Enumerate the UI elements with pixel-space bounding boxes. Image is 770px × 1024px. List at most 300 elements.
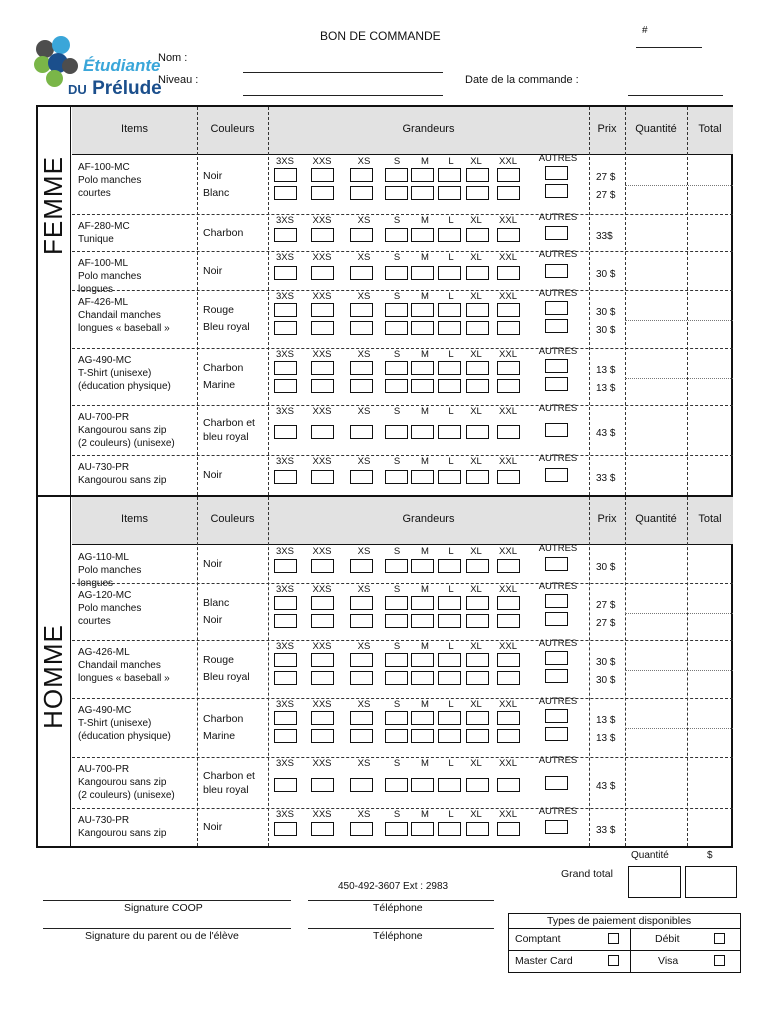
- size-quantity-box[interactable]: [497, 559, 520, 573]
- size-quantity-box[interactable]: [438, 361, 461, 375]
- size-quantity-box[interactable]: [350, 186, 373, 200]
- item-color: Charbon: [203, 226, 244, 239]
- section-label: HOMME: [38, 623, 68, 729]
- size-quantity-box[interactable]: [466, 379, 489, 393]
- order-number-label: #: [642, 25, 648, 36]
- size-quantity-box[interactable]: [466, 822, 489, 836]
- size-quantity-box[interactable]: [497, 168, 520, 182]
- size-quantity-box[interactable]: [274, 711, 297, 725]
- size-quantity-box[interactable]: [311, 671, 334, 685]
- size-quantity-box[interactable]: [311, 228, 334, 242]
- quantity-cell[interactable]: [627, 810, 685, 844]
- size-quantity-box[interactable]: [411, 671, 434, 685]
- quantity-cell[interactable]: [627, 700, 685, 755]
- quantity-cell[interactable]: [627, 642, 685, 696]
- size-quantity-box[interactable]: [274, 596, 297, 610]
- size-label: XXL: [499, 758, 517, 769]
- size-quantity-box[interactable]: [438, 303, 461, 317]
- item-price: 27 $: [596, 172, 616, 183]
- size-quantity-box[interactable]: [274, 729, 297, 743]
- size-label: M: [421, 252, 429, 263]
- header-couleurs: Couleurs: [210, 513, 255, 525]
- size-quantity-box[interactable]: [438, 186, 461, 200]
- size-quantity-box[interactable]: [350, 266, 373, 280]
- total-cell[interactable]: [689, 157, 731, 212]
- size-label: 3XS: [276, 546, 294, 557]
- size-quantity-box[interactable]: [350, 711, 373, 725]
- size-label: XL: [470, 456, 482, 467]
- size-label: XXS: [312, 546, 332, 557]
- size-quantity-box[interactable]: [311, 711, 334, 725]
- size-quantity-box[interactable]: [274, 186, 297, 200]
- size-quantity-box[interactable]: [385, 711, 408, 725]
- size-quantity-box[interactable]: [411, 596, 434, 610]
- size-quantity-box[interactable]: [350, 729, 373, 743]
- grand-total-amount-box[interactable]: [685, 866, 737, 898]
- size-quantity-box[interactable]: [497, 729, 520, 743]
- column-divider: [589, 497, 590, 846]
- autres-label: AUTRES: [538, 288, 578, 299]
- size-quantity-box[interactable]: [466, 266, 489, 280]
- size-label: XXS: [312, 215, 332, 226]
- total-cell[interactable]: [689, 585, 731, 638]
- size-label: XXL: [499, 349, 517, 360]
- autres-quantity-box[interactable]: [545, 166, 568, 180]
- size-quantity-box[interactable]: [274, 379, 297, 393]
- size-quantity-box[interactable]: [466, 186, 489, 200]
- niveau-field[interactable]: [243, 95, 443, 96]
- autres-quantity-box[interactable]: [545, 651, 568, 665]
- size-quantity-box[interactable]: [350, 425, 373, 439]
- size-quantity-box[interactable]: [350, 470, 373, 484]
- size-label: 3XS: [276, 215, 294, 226]
- debit-label: Débit: [655, 933, 680, 945]
- size-label: 3XS: [276, 291, 294, 302]
- total-cell[interactable]: [689, 253, 731, 288]
- size-quantity-box[interactable]: [466, 168, 489, 182]
- size-quantity-box[interactable]: [274, 321, 297, 335]
- size-label: L: [448, 699, 454, 710]
- size-quantity-box[interactable]: [497, 778, 520, 792]
- size-quantity-box[interactable]: [411, 559, 434, 573]
- size-quantity-box[interactable]: [274, 559, 297, 573]
- logo-text-line1: Étudiante: [83, 56, 161, 75]
- size-quantity-box[interactable]: [350, 321, 373, 335]
- size-quantity-box[interactable]: [438, 425, 461, 439]
- grand-total-quantity-box[interactable]: [628, 866, 681, 898]
- size-label: XXS: [312, 456, 332, 467]
- size-quantity-box[interactable]: [311, 266, 334, 280]
- size-quantity-box[interactable]: [311, 596, 334, 610]
- size-quantity-box[interactable]: [497, 822, 520, 836]
- item-color: Noir: [203, 169, 223, 182]
- size-quantity-box[interactable]: [497, 425, 520, 439]
- size-quantity-box[interactable]: [411, 228, 434, 242]
- size-quantity-box[interactable]: [466, 228, 489, 242]
- size-label: L: [448, 252, 454, 263]
- size-quantity-box[interactable]: [350, 168, 373, 182]
- phone-number: 450-492-3607 Ext : 2983: [338, 881, 449, 892]
- size-quantity-box[interactable]: [385, 729, 408, 743]
- size-quantity-box[interactable]: [438, 596, 461, 610]
- size-label: S: [393, 215, 401, 226]
- size-quantity-box[interactable]: [438, 321, 461, 335]
- autres-quantity-box[interactable]: [545, 423, 568, 437]
- item-color: Noir: [203, 558, 223, 570]
- size-quantity-box[interactable]: [385, 778, 408, 792]
- autres-quantity-box[interactable]: [545, 468, 568, 482]
- item-color: Blanc: [203, 186, 230, 199]
- size-label: L: [448, 809, 454, 820]
- order-number-field[interactable]: [636, 47, 702, 48]
- size-quantity-box[interactable]: [311, 778, 334, 792]
- item-color: Noir: [203, 469, 223, 481]
- size-quantity-box[interactable]: [497, 653, 520, 667]
- size-quantity-box[interactable]: [497, 379, 520, 393]
- total-cell[interactable]: [689, 216, 731, 249]
- size-quantity-box[interactable]: [385, 671, 408, 685]
- autres-quantity-box[interactable]: [545, 226, 568, 240]
- size-label: XL: [470, 406, 482, 417]
- size-quantity-box[interactable]: [385, 559, 408, 573]
- autres-quantity-box[interactable]: [545, 776, 568, 790]
- size-quantity-box[interactable]: [411, 614, 434, 628]
- size-quantity-box[interactable]: [350, 559, 373, 573]
- size-label: S: [393, 809, 401, 820]
- mastercard-checkbox[interactable]: [608, 955, 619, 966]
- size-quantity-box[interactable]: [385, 168, 408, 182]
- size-quantity-box[interactable]: [311, 822, 334, 836]
- size-quantity-box[interactable]: [274, 822, 297, 836]
- size-quantity-box[interactable]: [311, 186, 334, 200]
- total-cell[interactable]: [689, 457, 731, 493]
- size-quantity-box[interactable]: [438, 778, 461, 792]
- quantity-cell[interactable]: [627, 759, 685, 806]
- niveau-label: Niveau :: [158, 74, 199, 86]
- autres-quantity-box[interactable]: [545, 709, 568, 723]
- size-label: XS: [357, 156, 371, 167]
- size-quantity-box[interactable]: [466, 559, 489, 573]
- size-quantity-box[interactable]: [411, 822, 434, 836]
- column-divider: [268, 497, 269, 846]
- quantity-cell[interactable]: [627, 585, 685, 638]
- size-quantity-box[interactable]: [385, 266, 408, 280]
- size-quantity-box[interactable]: [497, 266, 520, 280]
- autres-quantity-box[interactable]: [545, 301, 568, 315]
- visa-label: Visa: [658, 955, 679, 967]
- item-price: 30 $: [596, 325, 616, 336]
- size-label: M: [421, 406, 429, 417]
- size-quantity-box[interactable]: [438, 266, 461, 280]
- item-price: 13 $: [596, 383, 616, 394]
- autres-quantity-box[interactable]: [545, 612, 568, 626]
- size-quantity-box[interactable]: [311, 379, 334, 393]
- size-quantity-box[interactable]: [497, 361, 520, 375]
- size-quantity-box[interactable]: [350, 303, 373, 317]
- size-quantity-box[interactable]: [466, 321, 489, 335]
- size-quantity-box[interactable]: [274, 168, 297, 182]
- item-description: AF-426-ML Chandail manches longues « baseball »: [78, 297, 170, 334]
- autres-quantity-box[interactable]: [545, 377, 568, 391]
- size-quantity-box[interactable]: [385, 425, 408, 439]
- size-quantity-box[interactable]: [274, 361, 297, 375]
- size-quantity-box[interactable]: [350, 671, 373, 685]
- size-quantity-box[interactable]: [411, 711, 434, 725]
- size-quantity-box[interactable]: [311, 168, 334, 182]
- size-quantity-box[interactable]: [274, 778, 297, 792]
- autres-quantity-box[interactable]: [545, 820, 568, 834]
- size-quantity-box[interactable]: [350, 228, 373, 242]
- size-quantity-box[interactable]: [411, 303, 434, 317]
- quantity-cell[interactable]: [627, 157, 685, 212]
- size-quantity-box[interactable]: [466, 778, 489, 792]
- size-quantity-box[interactable]: [438, 559, 461, 573]
- size-quantity-box[interactable]: [274, 653, 297, 667]
- total-cell[interactable]: [689, 407, 731, 453]
- size-quantity-box[interactable]: [311, 321, 334, 335]
- size-quantity-box[interactable]: [411, 361, 434, 375]
- signature-coop-line[interactable]: [43, 900, 291, 901]
- size-quantity-box[interactable]: [411, 379, 434, 393]
- size-quantity-box[interactable]: [438, 653, 461, 667]
- quantity-cell[interactable]: [627, 457, 685, 493]
- total-cell[interactable]: [689, 759, 731, 806]
- size-quantity-box[interactable]: [497, 321, 520, 335]
- size-quantity-box[interactable]: [385, 470, 408, 484]
- size-label: XL: [470, 349, 482, 360]
- size-label: XS: [357, 546, 371, 557]
- signature-parent-line[interactable]: [43, 928, 291, 929]
- size-quantity-box[interactable]: [438, 470, 461, 484]
- size-label: XS: [357, 758, 371, 769]
- size-quantity-box[interactable]: [350, 822, 373, 836]
- item-color: Bleu royal: [203, 671, 250, 683]
- size-label: S: [393, 758, 401, 769]
- header-quantite: Quantité: [635, 513, 677, 525]
- size-quantity-box[interactable]: [274, 228, 297, 242]
- autres-quantity-box[interactable]: [545, 184, 568, 198]
- size-quantity-box[interactable]: [385, 228, 408, 242]
- item-price: 27 $: [596, 190, 616, 201]
- size-label: XXS: [312, 584, 332, 595]
- quantity-cell[interactable]: [627, 407, 685, 453]
- size-quantity-box[interactable]: [466, 614, 489, 628]
- autres-quantity-box[interactable]: [545, 557, 568, 571]
- signature-parent-label: Signature du parent ou de l'élève: [85, 930, 239, 942]
- size-quantity-box[interactable]: [438, 228, 461, 242]
- size-quantity-box[interactable]: [466, 303, 489, 317]
- autres-label: AUTRES: [538, 581, 578, 592]
- autres-label: AUTRES: [538, 543, 578, 554]
- total-cell[interactable]: [689, 350, 731, 403]
- size-quantity-box[interactable]: [466, 653, 489, 667]
- size-quantity-box[interactable]: [311, 425, 334, 439]
- item-price: 27 $: [596, 618, 616, 629]
- visa-checkbox[interactable]: [714, 955, 725, 966]
- size-quantity-box[interactable]: [274, 425, 297, 439]
- size-quantity-box[interactable]: [411, 321, 434, 335]
- size-quantity-box[interactable]: [385, 186, 408, 200]
- size-label: XL: [470, 215, 482, 226]
- size-quantity-box[interactable]: [466, 596, 489, 610]
- size-quantity-box[interactable]: [385, 653, 408, 667]
- size-label: L: [448, 546, 454, 557]
- size-quantity-box[interactable]: [466, 470, 489, 484]
- size-quantity-box[interactable]: [385, 614, 408, 628]
- size-label: XL: [470, 641, 482, 652]
- item-price: 43 $: [596, 780, 616, 792]
- size-quantity-box[interactable]: [466, 671, 489, 685]
- size-quantity-box[interactable]: [497, 228, 520, 242]
- size-quantity-box[interactable]: [274, 614, 297, 628]
- size-quantity-box[interactable]: [350, 614, 373, 628]
- quantity-cell[interactable]: [627, 216, 685, 249]
- size-label: XXS: [312, 252, 332, 263]
- telephone2-line[interactable]: [308, 928, 494, 929]
- size-label: 3XS: [276, 456, 294, 467]
- size-label: S: [393, 584, 401, 595]
- quantity-cell[interactable]: [627, 253, 685, 288]
- item-price: 13 $: [596, 715, 616, 726]
- size-quantity-box[interactable]: [438, 822, 461, 836]
- item-color: Blanc: [203, 596, 230, 609]
- size-label: M: [421, 215, 429, 226]
- nom-field[interactable]: [243, 72, 443, 73]
- size-quantity-box[interactable]: [497, 470, 520, 484]
- size-quantity-box[interactable]: [385, 822, 408, 836]
- comptant-checkbox[interactable]: [608, 933, 619, 944]
- size-quantity-box[interactable]: [497, 303, 520, 317]
- size-label: XXS: [312, 758, 332, 769]
- size-quantity-box[interactable]: [274, 303, 297, 317]
- size-quantity-box[interactable]: [311, 303, 334, 317]
- autres-quantity-box[interactable]: [545, 319, 568, 333]
- size-quantity-box[interactable]: [385, 321, 408, 335]
- size-quantity-box[interactable]: [274, 266, 297, 280]
- item-description: AF-100-MC Polo manches courtes: [78, 162, 142, 199]
- size-quantity-box[interactable]: [438, 379, 461, 393]
- size-quantity-box[interactable]: [350, 361, 373, 375]
- size-quantity-box[interactable]: [411, 653, 434, 667]
- date-field[interactable]: [628, 95, 723, 96]
- item-price: 33 $: [596, 473, 616, 484]
- size-quantity-box[interactable]: [411, 425, 434, 439]
- page-title: BON DE COMMANDE: [320, 29, 441, 43]
- size-quantity-box[interactable]: [411, 168, 434, 182]
- size-quantity-box[interactable]: [411, 729, 434, 743]
- quantity-cell[interactable]: [627, 350, 685, 403]
- size-label: XXL: [499, 809, 517, 820]
- size-quantity-box[interactable]: [311, 361, 334, 375]
- size-quantity-box[interactable]: [385, 596, 408, 610]
- size-quantity-box[interactable]: [438, 729, 461, 743]
- quantity-cell[interactable]: [627, 547, 685, 581]
- size-quantity-box[interactable]: [497, 614, 520, 628]
- size-label: L: [448, 584, 454, 595]
- item-price: 30 $: [596, 675, 616, 686]
- size-label: XXS: [312, 641, 332, 652]
- size-label: M: [421, 809, 429, 820]
- size-label: 3XS: [276, 641, 294, 652]
- size-quantity-box[interactable]: [311, 653, 334, 667]
- size-label: XS: [357, 252, 371, 263]
- autres-quantity-box[interactable]: [545, 594, 568, 608]
- size-label: XS: [357, 456, 371, 467]
- size-quantity-box[interactable]: [385, 361, 408, 375]
- column-divider: [197, 497, 198, 846]
- item-color: Charbon et bleu royal: [203, 769, 255, 796]
- column-divider: [687, 107, 688, 495]
- date-label: Date de la commande :: [465, 74, 579, 86]
- size-quantity-box[interactable]: [411, 778, 434, 792]
- size-label: M: [421, 758, 429, 769]
- size-quantity-box[interactable]: [385, 303, 408, 317]
- total-cell[interactable]: [689, 547, 731, 581]
- size-quantity-box[interactable]: [466, 711, 489, 725]
- size-quantity-box[interactable]: [466, 425, 489, 439]
- item-color: Rouge: [203, 654, 234, 666]
- size-quantity-box[interactable]: [311, 729, 334, 743]
- autres-quantity-box[interactable]: [545, 359, 568, 373]
- size-quantity-box[interactable]: [350, 596, 373, 610]
- debit-checkbox[interactable]: [714, 933, 725, 944]
- size-quantity-box[interactable]: [311, 614, 334, 628]
- size-quantity-box[interactable]: [411, 186, 434, 200]
- item-description: AG-426-ML Chandail manches longues « baseball »: [78, 647, 170, 684]
- autres-quantity-box[interactable]: [545, 727, 568, 741]
- size-quantity-box[interactable]: [350, 778, 373, 792]
- total-cell[interactable]: [689, 810, 731, 844]
- autres-quantity-box[interactable]: [545, 669, 568, 683]
- size-quantity-box[interactable]: [466, 361, 489, 375]
- size-quantity-box[interactable]: [411, 266, 434, 280]
- size-quantity-box[interactable]: [311, 559, 334, 573]
- size-quantity-box[interactable]: [385, 379, 408, 393]
- telephone1-line[interactable]: [308, 900, 494, 901]
- item-description: AF-280-MC Tunique: [78, 221, 130, 245]
- size-quantity-box[interactable]: [311, 470, 334, 484]
- size-label: XXS: [312, 406, 332, 417]
- size-quantity-box[interactable]: [497, 671, 520, 685]
- column-divider: [268, 107, 269, 495]
- size-label: S: [393, 349, 401, 360]
- size-quantity-box[interactable]: [497, 186, 520, 200]
- size-quantity-box[interactable]: [350, 379, 373, 393]
- size-label: XXL: [499, 291, 517, 302]
- total-cell[interactable]: [689, 700, 731, 755]
- size-label: L: [448, 156, 454, 167]
- size-quantity-box[interactable]: [466, 729, 489, 743]
- size-quantity-box[interactable]: [274, 470, 297, 484]
- item-price: 30 $: [596, 307, 616, 318]
- size-quantity-box[interactable]: [350, 653, 373, 667]
- size-quantity-box[interactable]: [274, 671, 297, 685]
- autres-label: AUTRES: [538, 755, 578, 766]
- size-quantity-box[interactable]: [411, 470, 434, 484]
- size-quantity-box[interactable]: [438, 168, 461, 182]
- quantity-cell[interactable]: [627, 292, 685, 346]
- autres-quantity-box[interactable]: [545, 264, 568, 278]
- size-quantity-box[interactable]: [438, 671, 461, 685]
- size-quantity-box[interactable]: [438, 711, 461, 725]
- size-label: XXS: [312, 156, 332, 167]
- size-quantity-box[interactable]: [438, 614, 461, 628]
- size-quantity-box[interactable]: [497, 596, 520, 610]
- total-cell[interactable]: [689, 642, 731, 696]
- size-quantity-box[interactable]: [497, 711, 520, 725]
- total-cell[interactable]: [689, 292, 731, 346]
- size-label: XS: [357, 584, 371, 595]
